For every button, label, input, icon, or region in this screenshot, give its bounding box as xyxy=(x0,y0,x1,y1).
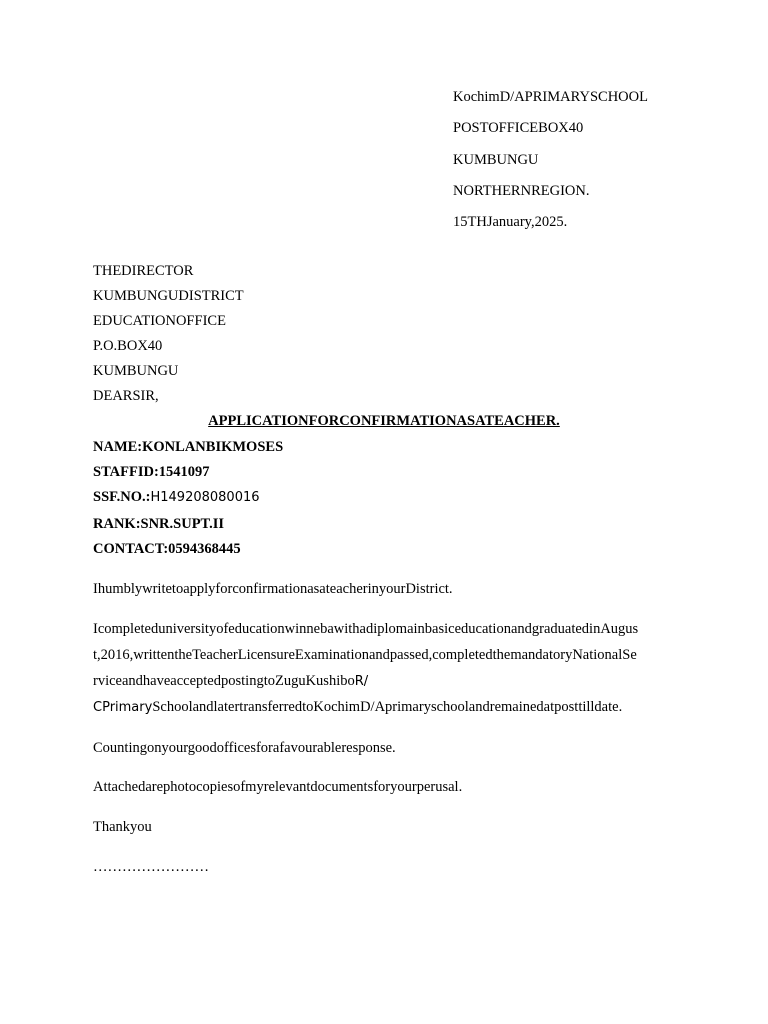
recipient-line1: THEDIRECTOR xyxy=(93,263,194,279)
detail-ssf xyxy=(93,488,260,507)
sender-address-line3: KUMBUNGU xyxy=(453,152,539,168)
body-paragraph-2-line-1: IcompleteduniversityofeducationwinnebawithadiplomainbasiceducationandgraduatedinAugus xyxy=(93,621,639,637)
signature-line: …………………… xyxy=(93,859,209,875)
body-paragraph-2-line-2: t,2016,writtentheTeacherLicensureExaminationandpassed,completedthemandatoryNationalSe xyxy=(93,647,637,663)
sender-address-line2: POSTOFFICEBOX40 xyxy=(453,120,584,136)
body-paragraph-2-line-4-prefix: CPrimary xyxy=(93,700,153,715)
salutation: DEARSIR, xyxy=(93,388,159,404)
sender-address-line4: NORTHERNREGION. xyxy=(453,183,590,199)
subject-heading: APPLICATIONFORCONFIRMATIONASATEACHER. xyxy=(208,413,560,429)
body-paragraph-2-line-4 xyxy=(93,698,622,717)
body-paragraph-1: IhumblywritetoapplyforconfirmationasateacherinyourDistrict. xyxy=(93,581,453,597)
detail-name: NAME:KONLANBIKMOSES xyxy=(93,439,284,455)
body-paragraph-2-line-4-text: SchoolandlatertransferredtoKochimD/Aprimaryschoolandremainedatposttilldate. xyxy=(152,699,623,715)
detail-contact: CONTACT:0594368445 xyxy=(93,541,241,557)
body-paragraph-4: Attachedarephotocopiesofmyrelevantdocumentsforyourperusal. xyxy=(93,779,463,795)
sender-address-line1: KochimD/APRIMARYSCHOOL xyxy=(453,89,648,105)
detail-staff-id: STAFFID:1541097 xyxy=(93,464,210,480)
body-paragraph-2-line-3-suffix: R/ xyxy=(354,674,369,689)
detail-rank: RANK:SNR.SUPT.II xyxy=(93,516,225,532)
detail-ssf-label: SSF.NO.: xyxy=(93,489,151,505)
body-paragraph-2-line-3 xyxy=(93,672,368,691)
body-paragraph-2-line-3-text: rviceandhaveacceptedpostingtoZuguKushibo xyxy=(93,673,355,689)
body-paragraph-3: Countingonyourgoodofficesforafavourableresponse. xyxy=(93,740,396,756)
recipient-line3: EDUCATIONOFFICE xyxy=(93,313,226,329)
recipient-line4: P.O.BOX40 xyxy=(93,338,163,354)
recipient-line5: KUMBUNGU xyxy=(93,363,179,379)
closing: Thankyou xyxy=(93,819,152,835)
recipient-line2: KUMBUNGUDISTRICT xyxy=(93,288,244,304)
detail-ssf-value: H149208080016 xyxy=(150,490,260,505)
letter-date: 15THJanuary,2025. xyxy=(453,214,568,230)
